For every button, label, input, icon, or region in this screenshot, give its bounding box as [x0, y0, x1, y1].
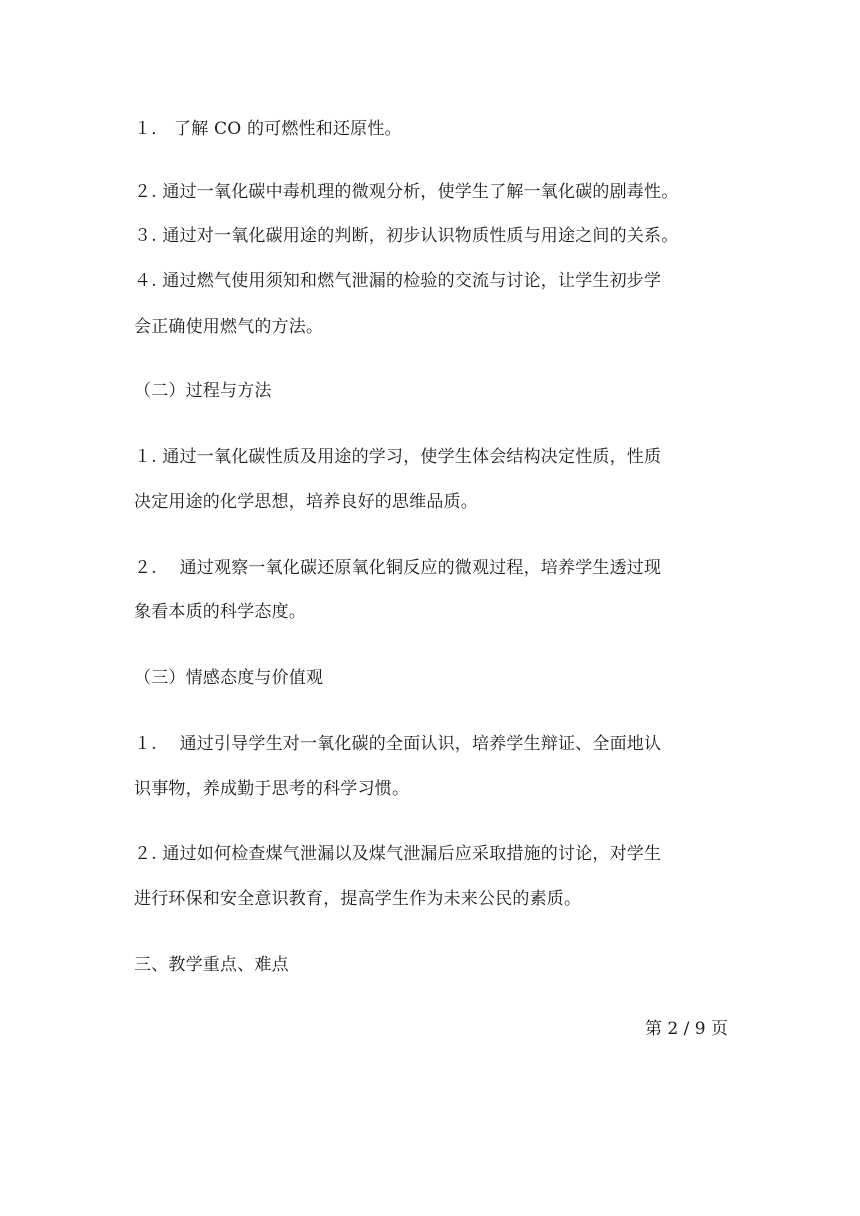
section-heading: 三、教学重点、难点 [134, 955, 289, 975]
text-line: ３. 通过对一氧化碳用途的判断，初步认识物质性质与用途之间的关系。 [134, 226, 679, 246]
text-line: ２. 通过观察一氧化碳还原氧化铜反应的微观过程，培养学生透过现 [134, 558, 662, 578]
text-line: 识事物，养成勤于思考的科学习惯。 [134, 779, 410, 799]
page-number: 第 2 / 9 页 [645, 1019, 728, 1039]
text-line: 会正确使用燃气的方法。 [134, 317, 324, 337]
text-line: 决定用途的化学思想，培养良好的思维品质。 [134, 492, 478, 512]
text-line: ２. 通过如何检查煤气泄漏以及煤气泄漏后应采取措施的讨论，对学生 [134, 844, 662, 864]
text-line: 象看本质的科学态度。 [134, 602, 306, 622]
text-line: １. 通过引导学生对一氧化碳的全面认识，培养学生辩证、全面地认 [134, 734, 662, 754]
section-heading: （三）情感态度与价值观 [134, 668, 324, 688]
text-line: ４. 通过燃气使用须知和燃气泄漏的检验的交流与讨论，让学生初步学 [134, 271, 662, 291]
text-line: １． 了解 CO 的可燃性和还原性。 [134, 119, 402, 139]
text-line: １. 通过一氧化碳性质及用途的学习，使学生体会结构决定性质，性质 [134, 447, 662, 467]
text-line: 进行环保和安全意识教育，提高学生作为未来公民的素质。 [134, 889, 582, 909]
text-line: ２. 通过一氧化碳中毒机理的微观分析，使学生了解一氧化碳的剧毒性。 [134, 182, 679, 202]
section-heading: （二）过程与方法 [134, 381, 272, 401]
